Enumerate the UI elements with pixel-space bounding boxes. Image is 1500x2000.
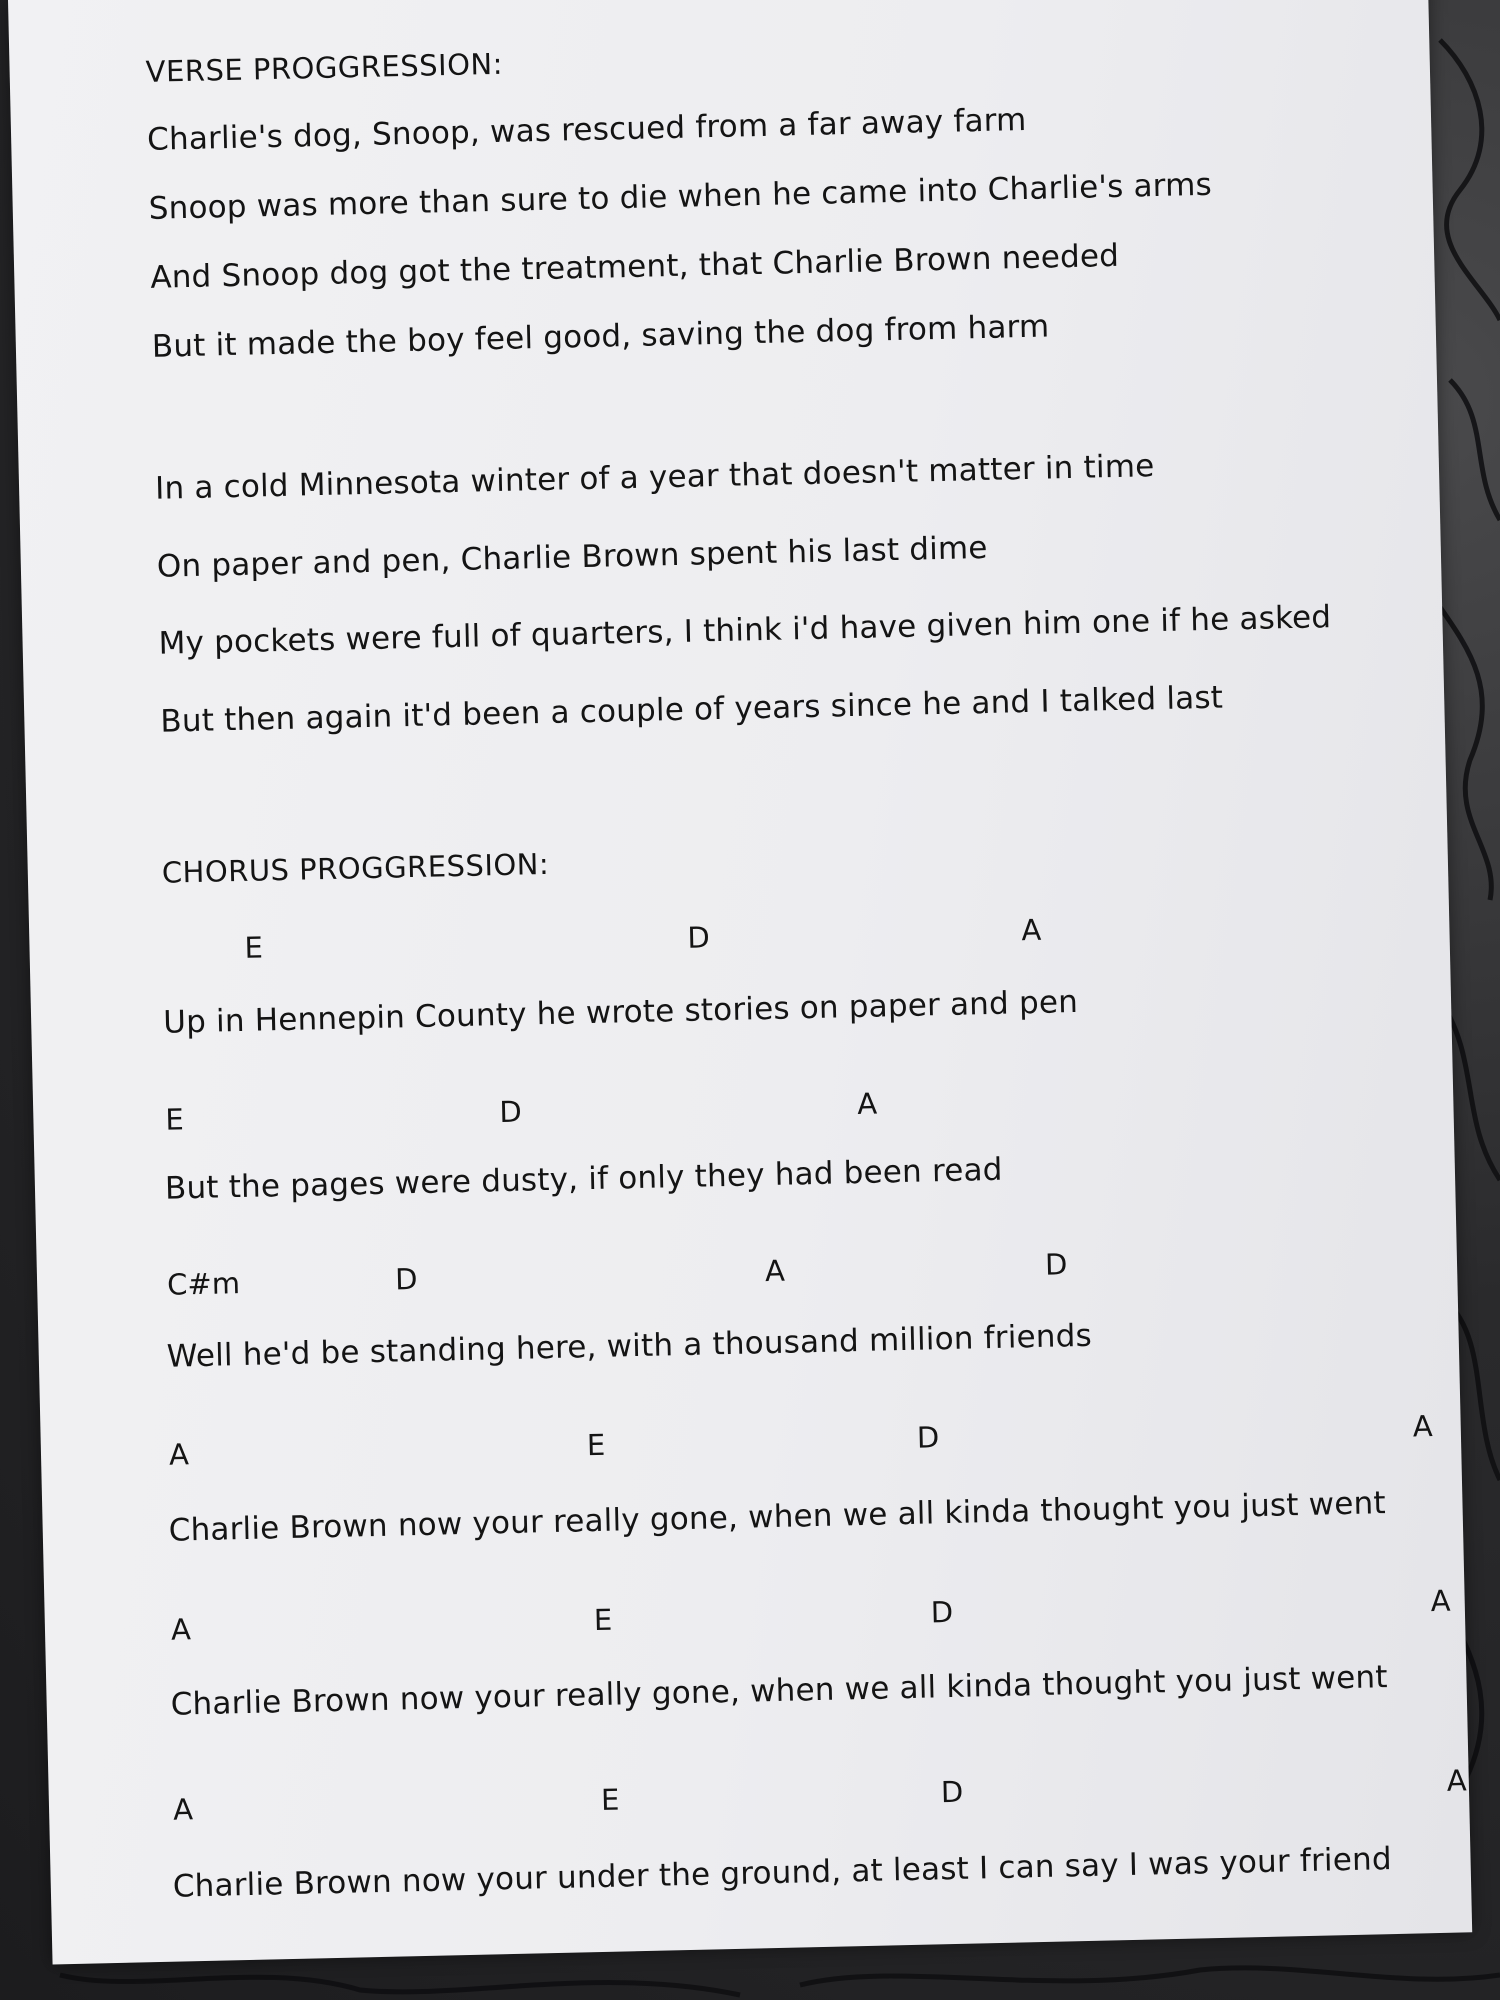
chord: D [1044, 1247, 1068, 1282]
chord: A [172, 1792, 194, 1827]
chord: D [687, 920, 711, 955]
verse-line: Snoop was more than sure to die when he came into Charlie's arms [148, 166, 1213, 227]
chord: A [764, 1253, 786, 1289]
verse-line: In a cold Minnesota winter of a year that doesn't matter in time [154, 448, 1155, 507]
chord: E [586, 1427, 606, 1463]
chord: D [940, 1774, 964, 1810]
verse-line: Charlie's dog, Snoop, was rescued from a far away farm [146, 101, 1027, 158]
chorus-line: Charlie Brown now your really gone, when we all kinda thought you just went [170, 1659, 1389, 1723]
verse-line: But it made the boy feel good, saving the dog from harm [151, 308, 1050, 365]
chord: A [1020, 912, 1042, 948]
chorus-line: Charlie Brown now your under the ground, at least I can say I was your friend [172, 1841, 1393, 1905]
chord: A [168, 1437, 190, 1472]
chord: E [244, 930, 264, 965]
chord: A [1446, 1763, 1467, 1798]
lyrics-sheet [8, 0, 1472, 1964]
verse-heading: VERSE PROGGRESSION: [145, 46, 504, 89]
chord: D [394, 1262, 418, 1297]
verse-line: My pockets were full of quarters, I think i'd have given him one if he asked [158, 599, 1332, 662]
verse-line: On paper and pen, Charlie Brown spent his last dime [156, 529, 988, 585]
chord: A [856, 1086, 878, 1122]
chorus-line: But the pages were dusty, if only they had been read [164, 1151, 1003, 1207]
chord: A [1412, 1409, 1433, 1444]
chord: E [600, 1782, 620, 1818]
verse-line: But then again it'd been a couple of years since he and I talked last [160, 679, 1224, 740]
chord: C#m [166, 1266, 241, 1302]
chorus-line: Up in Hennepin County he wrote stories on paper and pen [162, 983, 1079, 1041]
chord: E [165, 1102, 185, 1137]
chord: D [930, 1594, 954, 1630]
chord: D [916, 1420, 940, 1455]
verse-line: And Snoop dog got the treatment, that Charlie Brown needed [149, 237, 1120, 296]
chorus-heading: CHORUS PROGGRESSION: [161, 846, 550, 890]
chorus-line: Charlie Brown now your really gone, when we all kinda thought you just went [168, 1485, 1387, 1549]
chord: A [170, 1612, 192, 1647]
chord: E [593, 1602, 613, 1638]
chord: D [498, 1094, 523, 1130]
chorus-line: Well he'd be standing here, with a thousand million friends [166, 1317, 1093, 1375]
chord: A [1430, 1583, 1451, 1619]
